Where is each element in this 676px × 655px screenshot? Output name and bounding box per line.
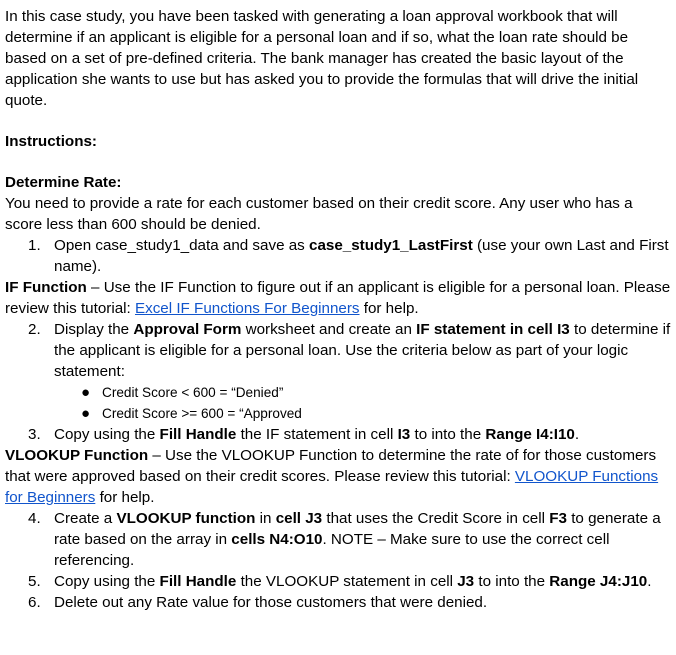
step-2: 2. Display the Approval Form worksheet and create an IF statement in cell I3 to determine if the applicant is eligible for a personal loan. Use the criteria below as part of your logic statement: <box>28 321 671 380</box>
steps-list-c <box>5 424 671 445</box>
steps-list-d <box>5 508 671 613</box>
if-function-paragraph: IF Function – Use the IF Function to figure out if an applicant is eligible for a personal loan. Please review this tutorial: Excel IF Functions For Beginners for help. <box>5 279 671 317</box>
step-4: 4. Create a VLOOKUP function in cell J3 that uses the Credit Score in cell F3 to generate a rate based on the array in cells N4:O10. NOTE – Make sure to use the correct cell referencing. <box>28 510 661 569</box>
vlookup-function-paragraph: VLOOKUP Function – Use the VLOOKUP Function to determine the rate of for those customers that were approved based on their credit scores. Please review this tutorial: VLOOKUP Functions for Beginners for help. <box>5 447 659 506</box>
if-tutorial-link[interactable]: Excel IF Functions For Beginners <box>134 300 360 317</box>
step-number: 3. <box>28 426 41 443</box>
criteria-list <box>5 382 671 424</box>
step-3: 3. Copy using the Fill Handle the IF statement in cell I3 to into the Range I4:I10. <box>28 426 580 443</box>
vlookup-function-label: VLOOKUP Function <box>5 447 149 464</box>
rate-paragraph: You need to provide a rate for each customer based on their credit score. Any user who has a score less than 600 should be denied. <box>5 195 633 233</box>
step-1: 1. Open case_study1_data and save as case_study1_LastFirst (use your own Last and First name). <box>28 237 669 275</box>
step-5: 5. Copy using the Fill Handle the VLOOKUP statement in cell J3 to into the Range J4:J10. <box>28 573 652 590</box>
steps-list-a <box>5 235 671 277</box>
if-function-label: IF Function <box>5 279 87 296</box>
instructions-heading: Instructions: <box>5 133 97 150</box>
vlookup-tutorial-link[interactable]: VLOOKUP Functions for Beginners <box>5 468 659 506</box>
criteria-item-denied: ● Credit Score < 600 = “Denied” <box>81 384 284 401</box>
criteria-item-approved: ● Credit Score >= 600 = “Approved <box>81 405 302 422</box>
steps-list-b <box>5 319 671 382</box>
step-number: 6. <box>28 594 41 611</box>
bullet-icon: ● <box>81 405 91 422</box>
intro-paragraph: In this case study, you have been tasked with generating a loan approval workbook that will determine if an applicant is eligible for a personal loan and if so, what the loan rate should be based on a set of pre-defined criteria. The bank manager has created the basic layout of the application she wants to use but has asked you to provide the formulas that will drive the initial quote. <box>5 8 639 109</box>
step-number: 2. <box>28 321 41 338</box>
step-number: 5. <box>28 573 41 590</box>
determine-rate-heading: Determine Rate: <box>5 174 122 191</box>
step-number: 4. <box>28 510 41 527</box>
step-number: 1. <box>28 237 41 254</box>
step-6: 6. Delete out any Rate value for those customers that were denied. <box>28 594 488 611</box>
bullet-icon: ● <box>81 384 91 401</box>
